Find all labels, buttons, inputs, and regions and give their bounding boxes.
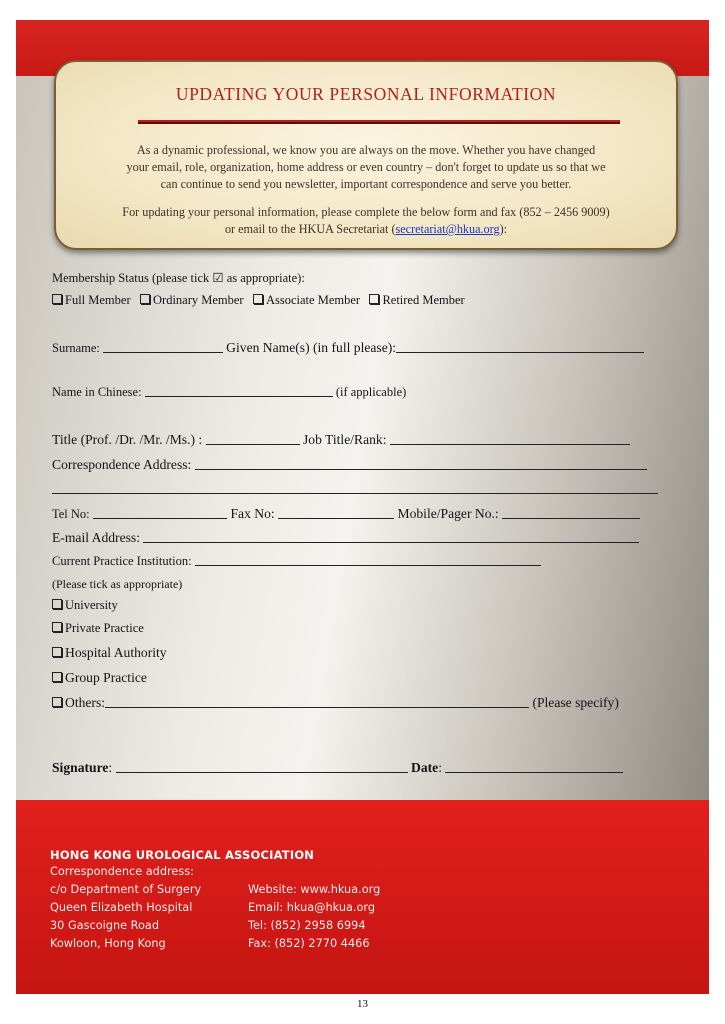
secretariat-email-link[interactable]: secretariat@hkua.org <box>395 222 500 236</box>
university-label: University <box>65 598 118 612</box>
hospital-authority-label: Hospital Authority <box>65 645 167 660</box>
address-row-2 <box>52 482 658 497</box>
email-row <box>52 530 639 546</box>
job-title-label: Job Title/Rank: <box>303 432 387 447</box>
membership-status-label: Membership Status (please tick ☑ as appropriate): <box>52 271 305 285</box>
title-divider <box>138 120 620 122</box>
instructions-suffix: ): <box>499 222 508 236</box>
institution-option-group <box>52 670 147 686</box>
date-field[interactable] <box>445 761 623 773</box>
surname-label: Surname: <box>52 341 100 355</box>
checkbox-full-member[interactable] <box>52 294 62 304</box>
others-field[interactable] <box>105 696 529 708</box>
instructions-prefix: or email to the HKUA Secretariat ( <box>224 222 396 236</box>
checkbox-university[interactable] <box>52 599 62 609</box>
tick-instruction: (Please tick as appropriate) <box>52 577 183 591</box>
email-field[interactable] <box>143 531 639 543</box>
phone-row <box>52 506 640 522</box>
email-label: E-mail Address: <box>52 530 140 545</box>
option-associate-member: Associate Member <box>265 293 361 307</box>
job-title-field[interactable] <box>390 433 630 445</box>
checkbox-ordinary-member[interactable] <box>140 294 150 304</box>
option-retired-member: Retired Member <box>382 293 465 307</box>
address-field-line-2[interactable] <box>52 482 658 494</box>
address-label: Correspondence Address: <box>52 457 192 472</box>
footer-fax: Fax: (852) 2770 4466 <box>248 937 370 950</box>
checkbox-others[interactable] <box>52 697 62 707</box>
info-banner <box>54 60 678 250</box>
date-colon: : <box>438 760 442 775</box>
option-full-member: Full Member <box>65 293 131 307</box>
private-practice-label: Private Practice <box>65 621 144 635</box>
chinese-name-note: (if applicable) <box>335 385 407 399</box>
banner-instructions-paragraph <box>82 204 650 238</box>
page-number: 13 <box>357 998 368 1010</box>
footer-org-name: HONG KONG UROLOGICAL ASSOCIATION <box>50 848 315 862</box>
signature-label: Signature <box>52 760 109 775</box>
checkbox-hospital-authority[interactable] <box>52 647 62 657</box>
fax-label: Fax No: <box>230 506 275 521</box>
footer-address-line: Queen Elizabeth Hospital <box>50 901 193 914</box>
footer-address-heading: Correspondence address: <box>50 865 194 878</box>
fax-field[interactable] <box>278 507 394 519</box>
footer-address-line: 30 Gascoigne Road <box>50 919 160 932</box>
footer-tel: Tel: (852) 2958 6994 <box>248 919 366 932</box>
group-practice-label: Group Practice <box>65 670 147 685</box>
signature-row <box>52 760 623 776</box>
banner-intro-paragraph <box>82 142 650 193</box>
chinese-name-field[interactable] <box>145 385 333 397</box>
address-field[interactable] <box>195 458 647 470</box>
name-row <box>52 340 644 356</box>
institution-option-university <box>52 598 118 613</box>
signature-field[interactable] <box>116 761 408 773</box>
membership-options <box>52 293 465 308</box>
footer-address-line: c/o Department of Surgery <box>50 883 202 896</box>
checkbox-retired-member[interactable] <box>369 294 379 304</box>
others-note: (Please specify) <box>532 695 619 710</box>
checkbox-group-practice[interactable] <box>52 672 62 682</box>
mobile-field[interactable] <box>502 507 640 519</box>
intro-line-1: As a dynamic professional, we know you are always on the move. Whether you have changed <box>136 143 596 157</box>
institution-row <box>52 554 541 569</box>
intro-line-2: your email, role, organization, home address or even country – don't forget to update us so that we <box>126 160 606 174</box>
signature-colon: : <box>108 760 113 775</box>
footer-address-line: Kowloon, Hong Kong <box>50 937 166 950</box>
title-field[interactable] <box>206 433 300 445</box>
instructions-line-2 <box>82 221 650 238</box>
institution-option-hospital <box>52 645 167 661</box>
option-ordinary-member: Ordinary Member <box>153 293 244 307</box>
address-row <box>52 457 647 473</box>
date-label: Date <box>411 760 439 775</box>
institution-option-private <box>52 621 144 636</box>
checkbox-private-practice[interactable] <box>52 622 62 632</box>
institution-option-others <box>52 695 619 711</box>
institution-label: Current Practice Institution: <box>52 554 192 568</box>
given-name-label: Given Name(s) (in full please): <box>226 340 397 355</box>
title-row <box>52 432 630 448</box>
mobile-label: Mobile/Pager No.: <box>397 506 499 521</box>
given-name-field[interactable] <box>396 341 644 353</box>
chinese-name-row <box>52 385 406 400</box>
tel-field[interactable] <box>93 507 227 519</box>
footer-contacts <box>248 881 380 953</box>
footer-address <box>50 863 201 953</box>
intro-line-3: can continue to send you newsletter, important correspondence and serve you better. <box>160 177 572 191</box>
footer-email[interactable]: Email: hkua@hkua.org <box>248 901 376 914</box>
institution-field[interactable] <box>195 554 541 566</box>
banner-title: UPDATING YOUR PERSONAL INFORMATION <box>175 84 557 104</box>
instructions-line-1: For updating your personal information, please complete the below form and fax (852 – 2456 9009) <box>122 205 610 219</box>
footer-website[interactable]: Website: www.hkua.org <box>248 883 381 896</box>
tel-label: Tel No: <box>52 507 90 521</box>
checkbox-associate-member[interactable] <box>253 294 263 304</box>
chinese-name-label: Name in Chinese: <box>52 385 142 399</box>
title-label: Title (Prof. /Dr. /Mr. /Ms.) : <box>52 432 203 447</box>
others-label: Others: <box>65 695 106 710</box>
surname-field[interactable] <box>103 341 223 353</box>
